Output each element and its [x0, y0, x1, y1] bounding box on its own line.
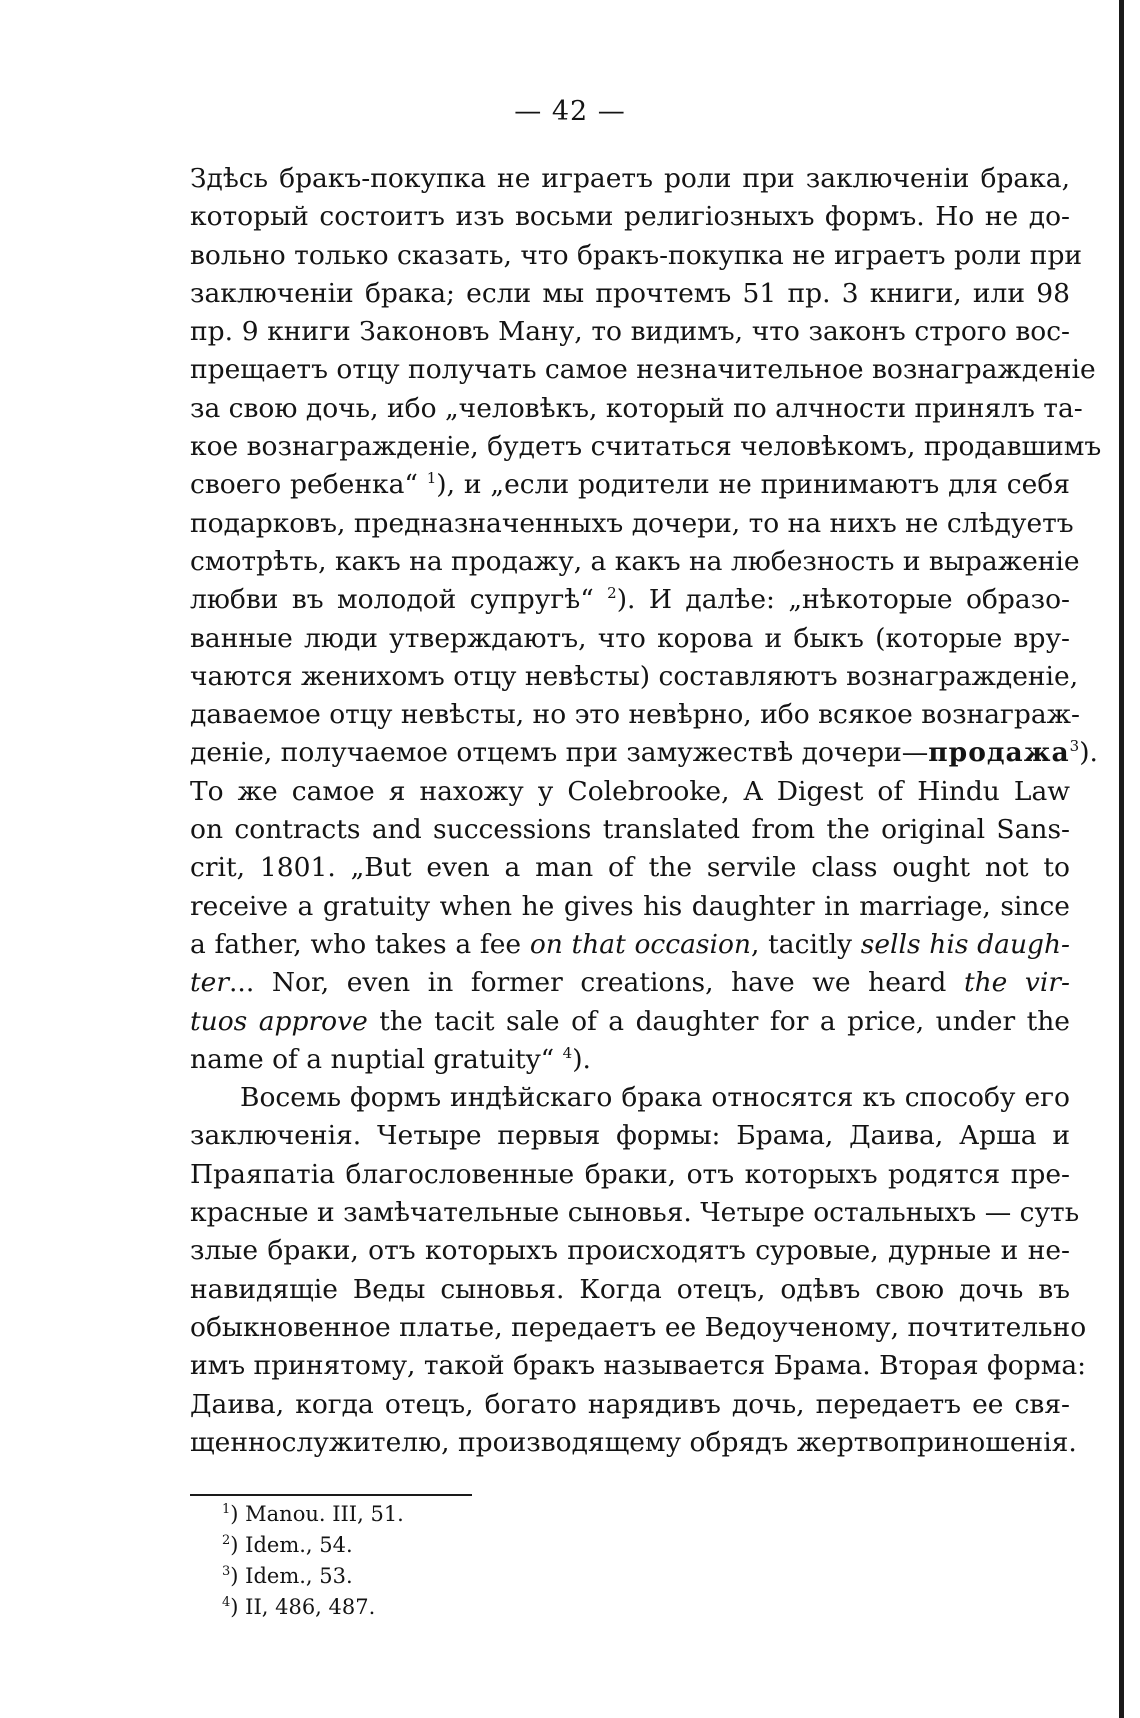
- text-line: [190, 313, 1070, 351]
- footnote: [222, 1561, 404, 1592]
- line-segment: прещаетъ отцу получать самое незначительное вознагражденiе: [190, 354, 1096, 386]
- line-segment: который состоитъ изъ восьми религiозныхъ формъ. Но не до-: [190, 201, 1070, 233]
- text-line: [190, 1386, 1070, 1424]
- footnote-ref: 3: [1069, 737, 1080, 756]
- page-edge-border: [1119, 0, 1124, 1718]
- line-segment: продажа: [928, 737, 1070, 769]
- line-segment: навидящiе Веды сыновья. Когда отецъ, одѣвъ свою дочь въ: [190, 1273, 1070, 1305]
- footnote-text: ) II, 486, 487.: [230, 1595, 376, 1619]
- text-line: [190, 351, 1096, 389]
- line-segment: злые браки, отъ которыхъ происходятъ суровые, дурные и не-: [190, 1235, 1070, 1267]
- line-segment: денiе, получаемое отцемъ при замужествѣ дочери—: [190, 737, 929, 769]
- text-line: [190, 888, 1070, 926]
- text-line: [190, 1079, 1070, 1117]
- text-line: [190, 620, 1070, 658]
- line-segment: пр. 9 книги Законовъ Ману, то видимъ, что законъ строго вос-: [190, 316, 1070, 348]
- footnote-ref: 4: [562, 1044, 573, 1062]
- line-segment: ).: [1079, 737, 1098, 769]
- line-segment: ... Nor, even in former creations, have we heard: [229, 967, 964, 999]
- text-line: [190, 1347, 1087, 1385]
- text-line: [190, 1041, 1070, 1079]
- line-segment: Восемь формъ индѣйскаго брака относятся къ способу его: [240, 1082, 1070, 1114]
- line-segment: любви въ молодой супругѣ“: [190, 584, 608, 616]
- line-segment: красные и замѣчательные сыновья. Четыре остальныхъ — суть: [190, 1197, 1080, 1229]
- footnote-text: ) Idem., 53.: [230, 1564, 353, 1588]
- text-line: [190, 773, 1070, 811]
- line-segment: за свою дочь, ибо „человѣкъ, который по алчности принялъ та-: [190, 392, 1083, 424]
- text-line: [190, 811, 1070, 849]
- line-segment: Праяпатiа благословенные браки, отъ которыхъ родятся пре-: [190, 1158, 1070, 1190]
- line-segment: on contracts and successions translated from the original Sans-: [190, 814, 1070, 846]
- text-line: [190, 505, 1074, 543]
- text-line: [190, 696, 1081, 734]
- text-line: [190, 1003, 1070, 1041]
- line-segment: своего ребенка“: [190, 469, 427, 501]
- line-segment: the tacit sale of a daughter for a price, under the: [367, 1005, 1070, 1037]
- text-line: [190, 1117, 1070, 1155]
- text-line: [190, 1309, 1087, 1347]
- line-segment: ).: [572, 1043, 591, 1075]
- text-line: [190, 237, 1083, 275]
- line-segment: чаются женихомъ отцу невѣсты) составляютъ вознагражденiе,: [190, 660, 1079, 692]
- footnote-rule: [190, 1494, 472, 1496]
- footnote: [222, 1499, 404, 1530]
- footnote-text: ) Manou. III, 51.: [230, 1502, 404, 1526]
- line-segment: подарковъ, предназначенныхъ дочери, то на нихъ не слѣдуетъ: [190, 507, 1074, 539]
- footnote-mark: 4: [222, 1595, 231, 1610]
- footnote-mark: 1: [222, 1502, 231, 1517]
- line-segment: щеннослужителю, производящему обрядъ жертвоприношенiя.: [190, 1426, 1077, 1458]
- line-segment: tuos approve: [190, 1005, 368, 1037]
- line-segment: кое вознагражденiе, будетъ считаться человѣкомъ, продавшимъ: [190, 431, 1102, 463]
- text-line: [190, 390, 1083, 428]
- text-line: [190, 658, 1079, 696]
- text-line: [190, 198, 1070, 236]
- line-segment: имъ принятому, такой бракъ называется Брама. Вторая форма:: [190, 1350, 1087, 1382]
- footnote: [222, 1592, 404, 1623]
- footnote: [222, 1530, 404, 1561]
- footnotes: [222, 1499, 404, 1623]
- line-segment: заключенiи брака; если мы прочтемъ 51 пр. 3 книги, или 98: [190, 277, 1070, 309]
- footnote-mark: 3: [222, 1564, 231, 1579]
- line-segment: ). И далѣе: „нѣкоторые образо-: [616, 584, 1070, 616]
- line-segment: даваемое отцу невѣсты, но это невѣрно, ибо всякое вознаграж-: [190, 699, 1081, 731]
- footnote-mark: 2: [222, 1533, 231, 1548]
- text-line: [190, 1194, 1080, 1232]
- text-line: [190, 1156, 1070, 1194]
- line-segment: То же самое я нахожу у Colebrooke, A Digest of Hindu Law: [190, 775, 1070, 807]
- line-segment: ter: [190, 967, 229, 999]
- text-line: [190, 734, 1098, 772]
- footnote-text: ) Idem., 54.: [230, 1533, 353, 1557]
- line-segment: Здѣсь бракъ-покупка не играетъ роли при заключенiи брака,: [190, 163, 1070, 194]
- text-line: [190, 428, 1102, 466]
- text-line: [190, 543, 1080, 581]
- text-line: [190, 581, 1070, 619]
- footnote-ref: 1: [426, 469, 437, 488]
- line-segment: a father, who takes a fee: [190, 928, 530, 960]
- text-line: [190, 160, 1070, 198]
- footnote-ref: 2: [607, 584, 617, 603]
- line-segment: on that occasion: [529, 928, 751, 960]
- line-segment: ), и „если родители не принимаютъ для себя: [436, 469, 1070, 501]
- line-segment: crit, 1801. „But even a man of the servile class ought not to: [190, 852, 1070, 884]
- text-line: [190, 275, 1070, 313]
- line-segment: смотрѣть, какъ на продажу, а какъ на любезность и выраженiе: [190, 545, 1080, 577]
- text-line: [190, 964, 1070, 1002]
- line-segment: , tacitly: [751, 928, 861, 960]
- line-segment: обыкновенное платье, передаетъ ее Ведоученому, почтительно: [190, 1311, 1087, 1343]
- text-line: [190, 1271, 1070, 1309]
- text-line: [190, 1424, 1077, 1462]
- line-segment: receive a gratuity when he gives his daughter in marriage, since: [190, 890, 1070, 922]
- line-segment: заключенiя. Четыре первыя формы: Брама, Даива, Арша и: [190, 1120, 1070, 1152]
- line-segment: the vir-: [963, 967, 1070, 999]
- text-line: [190, 849, 1070, 887]
- line-segment: ванные люди утверждаютъ, что корова и быкъ (которые вру-: [190, 622, 1070, 654]
- body-text: [190, 160, 1102, 1462]
- line-segment: Даива, когда отецъ, богато нарядивъ дочь, передаетъ ее свя-: [190, 1388, 1070, 1420]
- line-segment: name of a nuptial gratuity“: [190, 1043, 563, 1075]
- text-line: [190, 926, 1070, 964]
- text-line: [190, 466, 1070, 504]
- line-segment: sells his daugh-: [860, 928, 1070, 960]
- page-number: — 42 —: [514, 96, 626, 127]
- line-segment: вольно только сказать, что бракъ-покупка не играетъ роли при: [190, 239, 1083, 271]
- text-line: [190, 1232, 1070, 1270]
